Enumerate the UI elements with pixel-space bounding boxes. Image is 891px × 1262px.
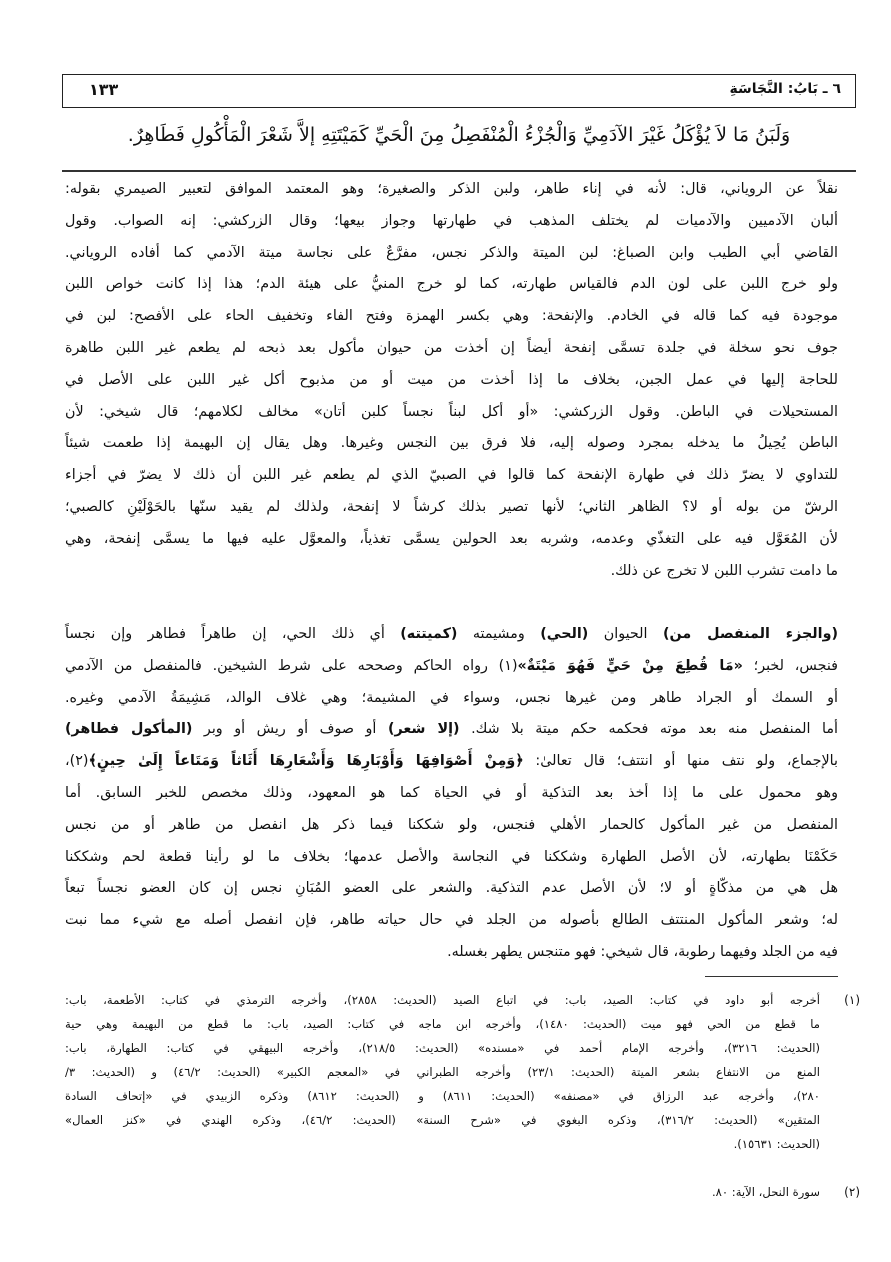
- text-line: [65, 1180, 820, 1204]
- text-segment: ما دامت تشرب اللبن لا تخرج عن ذلك.: [610, 562, 838, 579]
- text-line: [65, 524, 838, 556]
- text-segment: أو صوف أو ريش أو وبر: [192, 721, 388, 738]
- text-line: [65, 988, 820, 1012]
- text-line: [65, 842, 838, 874]
- text-line: [65, 174, 838, 206]
- text-line: [65, 365, 838, 397]
- text-line: [65, 1036, 820, 1060]
- text-segment: هل هي من مذكّاةٍ أو لا؛ لأن الأصل عدم التذكية. والشعر على العضو المُبَانِ نجس إن كان العضو نجساً تبعاً: [65, 880, 838, 897]
- text-segment: القاضي أبي الطيب وابن الصباغ: لبن الميتة والذكر نجس، مفرَّعٌ على نجاسة ميتة الآدمي كما أفاده الروياني.: [65, 244, 838, 261]
- chapter-title: ٦ ـ بَابُ: النَّجَاسَةِ: [729, 81, 841, 97]
- text-segment: ولو خرج اللبن على لون الدم فالقياس طهارته، كما لو خرج المنيُّ على هيئة الدم؛ هذا إذا كانت خواص اللبن: [65, 276, 838, 293]
- text-segment: ٢٨٠)، وأخرجه عبد الرزاق في «مصنفه» (الحديث: ٨٦١١) و (الحديث: ٨٦١٢) وذكره الزبيدي في «إتحاف السادة: [65, 1089, 820, 1103]
- text-line: [65, 269, 838, 301]
- bold-text-segment: «مَا قُطِعَ مِنْ حَيٍّ فَهُوَ مَيْتَةٌ»: [517, 657, 743, 674]
- text-line: [65, 1108, 820, 1132]
- text-segment: جوف نحو سخلة في جلدة تسمَّى إنفحة أيضاً إن أخذت من حيوان مأكول بعد ذبحه لم يطعم غير اللبن طاهرة: [65, 339, 838, 356]
- bold-text-segment: ﴿وَمِنْ أَصْوَافِهَا وَأَوْبَارِهَا وَأَشْعَارِهَا أَثَاثاً وَمَتَاعاً إِلَىٰ حِينٍ﴾: [88, 753, 524, 770]
- text-segment: نقلاً عن الروياني، قال: لأنه في إناء طاهر، ولبن الذكر والصغيرة؛ وهو المعتمد الموافق لتعبير الصيمري بقوله:: [65, 181, 838, 197]
- text-segment: ألبان الآدميين والآدميات لم يختلف المذهب في طهارتها وجواز بيعها؛ وقال الزركشي: إنه الصواب. وقول: [65, 212, 838, 229]
- footnote-2: [65, 1180, 860, 1204]
- text-segment: ومشيمته: [457, 626, 541, 642]
- text-segment: (١) رواه الحاكم وصححه على شرط الشيخين. فالمنفصل من الآدمي: [65, 657, 518, 674]
- text-segment: المنفصل من غير المأكول كالحمار الأهلي فنجس، ولو شككنا فيما ذكر هل انفصل من طاهر أو من نجس: [65, 816, 838, 833]
- text-segment: له؛ وشعر المأكول المنتتف الطالع بأصوله من الجلد في حال حياته طاهر، فإن انفصل أصله مع شيء مما نبت: [65, 912, 838, 929]
- text-segment: الرشّ من بوله أو لا؟ الظاهر الثاني؛ لأنها تصير بذلك كرشاً لا إنفحة، ولذلك لم يقيد سنّها بالحَوْلَيْنِ كالصبي؛: [65, 498, 838, 515]
- text-segment: المنع من الانتفاع بشعر الميتة (الحديث: ٢٣/١) وأخرجه الطبراني في «المعجم الكبير» (الحديث: ٤٦/٢) و (الحديث: ٣/: [65, 1065, 821, 1079]
- footnote-number: (١): [844, 993, 860, 1007]
- text-line: [65, 905, 838, 937]
- text-segment: للحاجة إليها في عمل الجبن، بخلاف ما إذا أخذت من ميت أو من مذبوح أكل غير اللبن على الأصل في: [65, 371, 838, 388]
- commentary-paragraph-2: [65, 619, 838, 969]
- text-segment: (الحديث: ١٥٦٣١).: [733, 1137, 820, 1151]
- text-segment: (٢)،: [65, 753, 89, 770]
- bold-text-segment: (المأكول فطاهر): [65, 721, 193, 738]
- text-segment: أما المنفصل منه بعد موته فحكمه حكم ميتة بلا شك.: [459, 721, 839, 738]
- commentary-paragraph-1: [65, 174, 838, 587]
- text-line: [65, 556, 838, 588]
- text-segment: لأن المُعَوَّل فيه على التغذّي وعدمه، وشربه بعد الحولين يسمَّى تغذياً، والمعوَّل عليه فيها ما يسمَّى إنفحة، وهي: [65, 530, 838, 547]
- running-header: [62, 74, 856, 108]
- text-line: [65, 238, 838, 270]
- bold-text-segment: (كميتته): [400, 626, 458, 642]
- page-number: ١٣٣: [89, 80, 119, 99]
- text-segment: أخرجه أبو داود في كتاب: الصيد، باب: في اتباع الصيد (الحديث: ٢٨٥٨)، وأخرجه الترمذي في كتاب: الأطعمة، باب:: [65, 993, 821, 1007]
- text-line: [65, 460, 838, 492]
- text-line: [65, 492, 838, 524]
- footnote-body: [65, 988, 820, 1156]
- text-line: [65, 937, 838, 969]
- text-line: [65, 714, 838, 746]
- text-line: [65, 206, 838, 238]
- text-line: [65, 1084, 820, 1108]
- text-line: [65, 1012, 820, 1036]
- text-line: [65, 810, 838, 842]
- text-segment: وهو محمول على ما إذا أخذ بعد التذكية أو في الحياة كما هو المعهود، وذلك مخصص للخبر السابق. أما: [65, 784, 838, 801]
- text-line: [65, 333, 838, 365]
- footnote-divider: [705, 976, 838, 977]
- divider: [62, 170, 856, 172]
- footnote-1: [65, 988, 860, 1156]
- text-segment: (الحديث: ٣٢١٦)، وأخرجه الإمام أحمد في «مسنده» (الحديث: ٢١٨/٥)، وأخرجه البيهقي في كتاب: الطهارة، باب:: [65, 1041, 820, 1055]
- text-line: [65, 778, 838, 810]
- text-segment: فنجس، لخبر؛: [742, 657, 839, 674]
- text-segment: موجودة فيه كما قاله في الخادم. والإنفحة: وهي بكسر الهمزة وفتح الفاء وتخفيف الحاء على الأفصح: لبن في: [65, 308, 838, 325]
- text-line: [65, 873, 838, 905]
- text-segment: الباطن يُحِيلُ ما يدخله بمجرد وصوله إليه، فلا فرق بين النجس وغيرها. وهل يقال إن البهيمة إذا طعمت شيئاً: [65, 435, 838, 452]
- bold-text-segment: (إلا شعر): [387, 721, 460, 738]
- text-line: [65, 428, 838, 460]
- text-line: [65, 619, 838, 651]
- text-line: [65, 301, 838, 333]
- text-segment: حَكَمْنَا بطهارته، لأن الأصل الطهارة وشككنا في النجاسة والأصل عدمها؛ بخلاف ما لو رأينا قطعة لحم وشككنا: [65, 848, 838, 865]
- text-line: [65, 683, 838, 715]
- text-line: [65, 397, 838, 429]
- footnote-body: [65, 1180, 820, 1204]
- text-segment: ما قطع من الحي فهو ميت (الحديث: ١٤٨٠)، وأخرجه ابن ماجه في كتاب: الصيد، باب: ما قطع من البهيمة وهي حية: [65, 1017, 820, 1031]
- text-segment: الحيوان: [588, 626, 663, 642]
- text-segment: أي ذلك الحي، إن طاهراً فطاهر وإن نجساً: [65, 626, 401, 642]
- text-segment: فيه من الجلد وفيهما رطوبة، قال شيخي: فهو متنجس يطهر بغسله.: [447, 943, 838, 960]
- matn-text: وَلَبَنُ مَا لاَ يُؤْكَلُ غَيْرَ الآدَمِيِّ وَالْجُزْءُ الْمُنْفَصِلُ مِنَ الْحَيِّ كَمَيْتَتِهِ إلاَّ شَعْرَ الْمَأْكُولِ فَطَاهِرٌ.: [127, 124, 791, 146]
- text-segment: أو السمك أو الجراد طاهر ومن غيرها نجس، وسواء في المشيمة؛ وهي غلاف الوالد، مَشِيمَةُ الآدمي وغيره.: [65, 689, 838, 706]
- footnote-number: (٢): [844, 1185, 860, 1199]
- bold-text-segment: (والجزء المنفصل من): [662, 626, 838, 642]
- text-line: [65, 1132, 820, 1156]
- text-line: [65, 746, 838, 778]
- text-line: [65, 651, 838, 683]
- text-segment: بالإجماع، ولو نتف منها أو انتتف؛ قال تعالىٰ:: [523, 753, 839, 770]
- text-segment: للتداوي لا يضرّ ذلك في طهارة الإنفحة كما قالوا في الصبيّ الذي لم يطعم غير اللبن أن ذلك لا يضرّ في أجزاء: [65, 467, 838, 484]
- bold-text-segment: (الحي): [540, 626, 589, 642]
- text-segment: سورة النحل، الآية: ٨٠.: [711, 1185, 820, 1199]
- text-segment: المستحيلات في الباطن. وقول الزركشي: «أو أكل لبناً نجساً كلبن أتان» مخالف لكلامهم؛ قال شيخي: لأن: [65, 403, 838, 420]
- text-segment: المتقين» (الحديث: ٣١٦/٢)، وذكره البغوي في «شرح السنة» (الحديث: ٤٦/٢)، وذكره الهندي في «كنز العمال»: [65, 1113, 820, 1127]
- text-line: [65, 1060, 820, 1084]
